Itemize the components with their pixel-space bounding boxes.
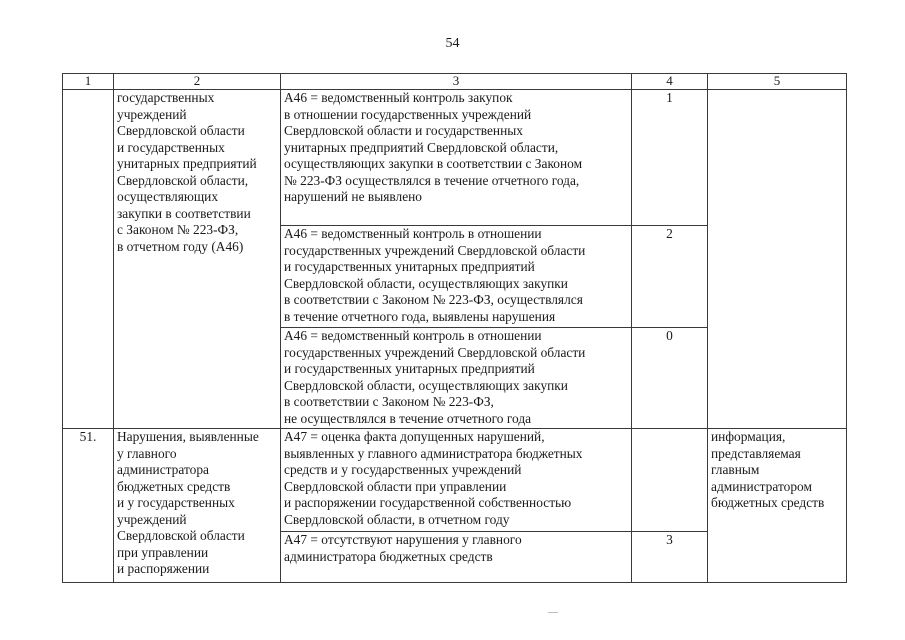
score-cell: 0 [632, 328, 708, 429]
source-cell: информация, представляемая главным администратором бюджетных средств [708, 429, 847, 583]
table-row [63, 429, 847, 532]
calc-option-cell: А46 = ведомственный контроль в отношении государственных учреждений Свердловской области и государственных унитарных предприятий Свердловской области, осуществляющих закупки в соответствии с Законом № 223-ФЗ, осуществлялся в течение отчетного года, выявлены нарушения [281, 226, 632, 328]
score-cell: 1 [632, 90, 708, 226]
header-col-5: 5 [708, 74, 847, 90]
header-col-2: 2 [114, 74, 281, 90]
calc-option-cell: А47 = отсутствуют нарушения у главного администратора бюджетных средств [281, 532, 632, 583]
header-col-3: 3 [281, 74, 632, 90]
indicator-table [62, 73, 847, 583]
table-row [63, 90, 847, 226]
score-cell [632, 429, 708, 532]
header-row [63, 74, 847, 90]
header-col-4: 4 [632, 74, 708, 90]
score-cell: 3 [632, 532, 708, 583]
formula-cell: А47 = оценка факта допущенных нарушений, выявленных у главного администратора бюджетных средств и у государственных учреждений Свердловской области при управлении и распоряжении государственной собственностью Свердловской области, в отчетном году [281, 429, 632, 532]
header-col-1: 1 [63, 74, 114, 90]
row-number-cell [63, 90, 114, 429]
indicator-name-cell: Нарушения, выявленные у главного администратора бюджетных средств и у государственных учреждений Свердловской области при управлении и распоряжении [114, 429, 281, 583]
calc-option-cell: А46 = ведомственный контроль закупок в отношении государственных учреждений Свердловской области и государственных унитарных предприятий Свердловской области, осуществляющих закупки в соответствии с Законом № 223-ФЗ осуществлялся в течение отчетного года, нарушений не выявлено [281, 90, 632, 226]
row-number-cell: 51. [63, 429, 114, 583]
page-number: 54 [445, 36, 460, 51]
score-cell: 2 [632, 226, 708, 328]
indicator-name-cell: государственных учреждений Свердловской области и государственных унитарных предприятий Свердловской области, осуществляющих закупки в соответствии с Законом № 223-ФЗ, в отчетном году (А46) [114, 90, 281, 429]
calc-option-cell: А46 = ведомственный контроль в отношении государственных учреждений Свердловской области и государственных унитарных предприятий Свердловской области, осуществляющих закупки в соответствии с Законом № 223-ФЗ, не осуществлялся в течение отчетного года [281, 328, 632, 429]
scan-mark [548, 612, 558, 613]
source-cell [708, 90, 847, 429]
